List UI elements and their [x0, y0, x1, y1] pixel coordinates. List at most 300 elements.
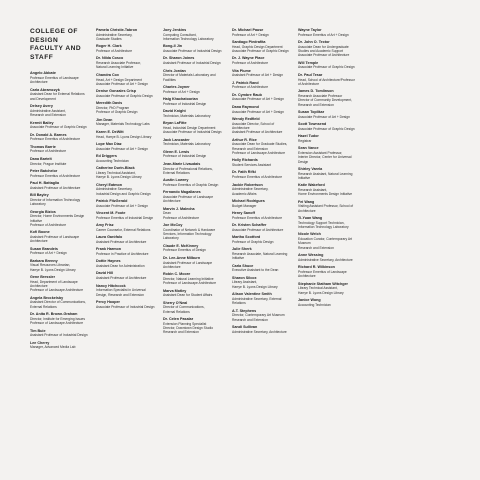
person-role: Head, Department of Landscape Architecture Professor of Landscape Architecture: [30, 279, 84, 293]
person-role: Research Assistant, Home Environments Design Initiative: [298, 188, 353, 197]
person-role: Visual Resources Librarian, Harrye B. Lyons Design Library: [30, 263, 76, 272]
person-role: Computing Consultant, Information Technology Laboratory: [163, 32, 214, 41]
directory-entry: [96, 259, 157, 268]
directory-entry: [163, 138, 226, 147]
person-name: James D. Tomlinson: [298, 89, 334, 94]
column-2: [96, 28, 157, 474]
directory-entry: [232, 211, 292, 220]
person-name: Robin C. Moore: [163, 272, 191, 277]
person-role: Director of Materials Laboratory and Facilities: [163, 73, 216, 82]
directory-entry: [298, 61, 361, 70]
person-role: Associate Director, School of Architecture Assistant Professor of Architecture: [232, 121, 283, 135]
person-role: Registrar: [298, 138, 312, 143]
person-role: Professor Emeritus of Architecture: [30, 137, 81, 142]
person-role: Assistant Professor of Architecture: [96, 239, 147, 244]
person-name: Dr. John O. Tector: [298, 40, 330, 45]
person-role: Assistant Dean for External Relations and Development: [30, 92, 85, 101]
person-role: Professor Emeritus of Graphic Design: [163, 182, 219, 187]
person-name: Jack Lancaster: [163, 137, 190, 142]
directory-entry: [30, 230, 90, 243]
person-role: Professor of Architecture: [96, 49, 133, 54]
directory-entry: [30, 71, 90, 84]
person-name: J. Patrick Rand: [232, 80, 259, 85]
person-name: Charles Joyner: [163, 84, 190, 89]
person-name: Kofi Boone: [30, 230, 50, 235]
directory-entry: [30, 247, 90, 256]
directory-entry: [96, 166, 157, 179]
directory-entry: [96, 271, 157, 280]
person-name: Martha Scotford: [232, 235, 261, 240]
person-role: Professor Emeritus of Architecture: [232, 215, 283, 220]
column-4: [232, 28, 292, 474]
person-role: Administrative Assistant, Research and Extension: [30, 108, 66, 118]
person-role: Assistant Director of Communications, External Relations: [30, 300, 86, 309]
directory-entry: [232, 69, 292, 78]
person-role: Administrative Secretary, Academic Affairs: [232, 187, 269, 196]
person-role: Associate Professor of Art + Design: [298, 114, 350, 119]
person-name: Sharon Silcox: [232, 275, 257, 280]
directory-entry: [30, 157, 90, 166]
person-role: Head, Harrye B. Lyons Design Library: [96, 134, 152, 139]
person-name: Janice Wong: [298, 298, 321, 303]
directory-entry: [298, 183, 361, 196]
person-role: Library Technical Assistant, Harrye B. Lyons Design Library: [298, 286, 344, 295]
person-role: Assistant Professor of Industrial Design: [30, 333, 88, 338]
person-name: Wendy Redfield: [232, 116, 260, 121]
person-role: Executive Assistant to the Dean: [232, 268, 279, 273]
column-entries: [232, 28, 292, 334]
person-role: Director, Prague Institute: [30, 161, 67, 166]
directory-entry: [30, 312, 90, 325]
person-name: Dr. Lee-Anne Milburn: [163, 255, 201, 260]
directory-entry: [232, 309, 292, 322]
directory-entry: [163, 190, 226, 203]
directory-entry: [96, 56, 157, 69]
person-role: Professor of Art + Design: [232, 32, 269, 37]
person-role: Professor in Practice of Architecture: [96, 251, 149, 256]
directory-entry: [232, 325, 292, 334]
directory-entry: [30, 104, 90, 117]
person-role: Technician, Materials Laboratory: [163, 113, 211, 118]
directory-entry: [163, 97, 226, 106]
person-name: Dr. Paul Tesar: [298, 72, 323, 77]
person-role: Associate Professor of Art + Design: [96, 146, 148, 151]
person-role: Professor of Art + Design: [30, 251, 67, 256]
column-1: [30, 28, 90, 474]
directory-entry: [232, 183, 292, 196]
person-role: Associate Professor of Graphic Design: [30, 125, 87, 130]
person-name: Arthur R. Rice: [232, 137, 257, 142]
person-role: Associate Dean for Graduate Studies, Research and Extension Professor of Landscape Architecture: [232, 142, 288, 155]
directory-entry: [163, 289, 226, 298]
person-name: Angela Brockelsby: [30, 295, 64, 300]
person-name: Wayne Taylor: [298, 28, 322, 32]
directory-entry: [30, 88, 90, 101]
person-name: Cheryl Eatmon: [96, 182, 123, 187]
person-name: Paul H. Battaglia: [30, 181, 60, 186]
person-name: Joey Jenkins: [163, 28, 187, 32]
person-name: Meredith Davis: [96, 101, 123, 106]
person-role: Assistant Professor of Landscape Architecture: [30, 234, 80, 244]
person-role: Research Assistant, Natural Learning Initiative: [298, 171, 353, 180]
directory-entry: [163, 56, 226, 65]
person-name: Dr. Sharon Joines: [163, 56, 195, 61]
person-role: Technology Support Technician, Information Technology Laboratory: [298, 220, 349, 230]
person-name: Glenn E. Lewis: [163, 149, 190, 154]
person-role: Technician, Materials Laboratory: [163, 142, 211, 147]
person-role: Professor of Art + Design: [163, 89, 200, 94]
person-name: Frank Harmon: [96, 247, 121, 252]
person-name: Sean Vance: [298, 146, 319, 151]
person-name: Barbara Brenny: [30, 258, 58, 263]
person-role: Professor of Architecture: [232, 85, 269, 90]
person-role: Research Associate Professor, Natural Learning Initiative: [96, 61, 141, 70]
directory-entry: [96, 142, 157, 151]
person-role: Director of Professional Relations, External Relations: [163, 166, 213, 175]
person-name: Gene Bressler: [30, 275, 56, 280]
person-name: Chris Jordan: [163, 68, 186, 73]
person-role: Manager, Materials Technology Labs: [96, 122, 150, 127]
directory-entry: [96, 154, 157, 163]
person-role: Director, Contemporary Art Museum Research and Extension: [232, 313, 285, 322]
person-role: Assistant Professor of Architecture: [96, 276, 147, 281]
directory-entry: [298, 122, 361, 131]
person-name: Pamela Christie-Tabron: [96, 28, 138, 32]
column-5: [298, 28, 361, 474]
directory-entry: [96, 130, 157, 139]
directory-entry: [232, 56, 292, 65]
person-name: Joe McCoy: [163, 223, 183, 228]
directory-entry: [30, 275, 90, 293]
person-name: Karen E. DeWitt: [96, 129, 124, 134]
directory-entry: [96, 211, 157, 220]
person-role: Professor of Architecture: [232, 61, 269, 66]
person-name: Dr. J. Wayne Place: [232, 56, 265, 61]
person-role: Library Assistant, Harrye B. Lyons Design Library: [232, 280, 278, 289]
person-name: Roger H. Clark: [96, 44, 122, 49]
directory-entry: [163, 69, 226, 82]
person-name: Catherine Durin-Black: [96, 166, 135, 171]
page-title: COLLEGE OF DESIGN FACULTY AND STAFF: [30, 28, 82, 61]
directory-entry: [30, 181, 90, 190]
person-name: Julie Sherk: [232, 247, 252, 252]
directory-entry: [298, 253, 361, 262]
person-role: Coordinator of Network & Hardware Services, Information Technology Laboratory: [163, 227, 216, 241]
directory-entry: [298, 89, 361, 107]
directory-entry: [96, 284, 157, 297]
person-role: Information Specialist in Universal Design, Research and Extension: [96, 288, 146, 297]
person-role: Extension Planning Specialist Director, Downtown Design Studio Research and Extension: [163, 321, 214, 335]
directory-entry: [232, 81, 292, 90]
directory-entry: [298, 146, 361, 164]
person-name: Stephanie Statham Witchger: [298, 281, 348, 286]
directory-entry: [96, 28, 157, 41]
column-entries: [298, 28, 361, 307]
person-name: Nicole Welch: [298, 232, 321, 237]
person-name: Ti-Yuan Wang: [298, 216, 323, 221]
directory-entry: [163, 272, 226, 285]
directory-entry: [298, 134, 361, 143]
person-name: Jean-Marie Livaudais: [163, 161, 201, 166]
directory-entry: [232, 223, 292, 232]
person-role: Head, Art + Design Department Associate Professor of Art + Design: [96, 77, 148, 86]
person-role: Administrative Secretary, Graduate Studies: [96, 32, 133, 41]
person-role: Student Services Assistant: [232, 163, 272, 168]
person-role: Professor of Industrial Design: [163, 154, 207, 159]
person-role: Research Associate Professor Director of Community Development, Research and Extension: [298, 93, 353, 107]
directory-entry: [96, 300, 157, 309]
person-name: Holly Richards: [232, 158, 258, 163]
person-role: Library Technical Assistant, Harrye B. Lyons Design Library: [96, 170, 142, 180]
directory-entry: [232, 247, 292, 260]
person-name: Laura Garófalo: [96, 235, 123, 240]
directory-entry: [96, 199, 157, 208]
person-role: Education Curator, Contemporary Art Museum Research and Extension: [298, 237, 353, 250]
person-name: Fei Wang: [298, 199, 315, 204]
directory-entry: [163, 207, 226, 220]
person-name: Kermit Bailey: [30, 120, 54, 125]
person-name: Percy Hooper: [96, 299, 120, 304]
directory-entry: [163, 223, 226, 241]
person-name: Amy Frisz: [96, 223, 114, 228]
column-entries: [30, 71, 90, 349]
directory-entry: [298, 110, 361, 119]
person-name: Austin Lowrey: [163, 178, 189, 183]
person-name: Nancy Hitchcock: [96, 283, 126, 288]
person-name: Claude E. McKinney: [163, 243, 199, 248]
person-name: Jackie Robertson: [232, 182, 263, 187]
person-role: Assistant Professor of Industrial Design: [163, 61, 221, 66]
person-role: Head, Industrial Design Department Associate Professor of Industrial Design: [163, 125, 222, 135]
person-name: Denise Gonzales Crisp: [96, 89, 136, 94]
directory-entry: [163, 28, 226, 41]
person-role: Associate Professor of Landscape Architecture: [163, 195, 214, 204]
person-role: Administrative Secretary, Architecture: [298, 257, 353, 262]
directory-entry: [96, 118, 157, 127]
directory-entry: [30, 329, 90, 338]
person-role: Assistant Dean for Administration: [96, 264, 145, 269]
person-role: Administrative Secretary, Industrial Design and Graphic Design: [96, 187, 151, 196]
directory-entry: [232, 276, 292, 289]
person-name: Dana Bartelt: [30, 156, 52, 161]
directory-entry: [96, 235, 157, 244]
person-name: Santiago Piedrafita: [232, 40, 266, 45]
person-role: Director, Home Environments Design Initiative Professor of Architecture: [30, 214, 85, 227]
directory-entry: [30, 259, 90, 272]
person-role: Head, School of Architecture/Professor of Architecture: [298, 77, 355, 86]
person-role: Administrative Secretary, Architecture: [232, 329, 287, 334]
person-role: Director, PhD Program Professor of Graphic Design: [96, 106, 138, 115]
person-role: Professor Emeritus of Design: [163, 248, 206, 253]
person-name: Jim Dean: [96, 117, 113, 122]
person-role: Extension Assistant Professor, Interim Director, Center for Universal Design: [298, 150, 352, 164]
person-role: Professor of Industrial Design: [163, 101, 207, 106]
directory-entry: [30, 296, 90, 309]
person-role: Professor of Architecture: [30, 149, 67, 154]
directory-entry: [298, 200, 361, 213]
person-name: Vita Plume: [232, 68, 251, 73]
person-role: Career Counselor, External Relations: [96, 227, 151, 232]
person-name: Dr. Cymbre Raub: [232, 92, 262, 97]
person-role: Associate Professor of Industrial Design: [163, 49, 222, 54]
person-role: Associate Professor of Industrial Design: [96, 304, 155, 309]
person-role: Assistant Professor of Architecture: [30, 185, 81, 190]
person-name: Dr. Nilda Cosco: [96, 56, 124, 61]
person-name: Sherry O'Neal: [163, 300, 188, 305]
directory-entry: [163, 178, 226, 187]
person-name: Marvin J. Malecha: [163, 206, 195, 211]
person-name: Lee Cherry: [30, 340, 50, 345]
directory-entry: [163, 301, 226, 314]
person-name: Georgia Bizios: [30, 209, 56, 214]
person-name: Susan Toplikar: [298, 109, 325, 114]
person-role: Director of Communications, External Relations: [163, 305, 205, 314]
directory-entry: [30, 341, 90, 350]
directory-entry: [298, 265, 361, 278]
person-name: Susan Brandeis: [30, 246, 58, 251]
person-role: Accounting Technician: [96, 158, 129, 163]
directory-entry: [96, 247, 157, 256]
person-name: Peter Batchelor: [30, 168, 58, 173]
person-name: Dr. Michael Pause: [232, 28, 264, 32]
directory-entry: [96, 89, 157, 98]
person-role: Professor Emeritus of Industrial Design: [96, 215, 154, 220]
directory-entry: [298, 232, 361, 250]
directory-entry: [96, 73, 157, 86]
directory-entry: [232, 138, 292, 156]
column-entries: [96, 28, 157, 309]
person-role: Visiting Assistant Professor, School of Architecture: [298, 204, 354, 213]
directory-entry: [232, 28, 292, 37]
directory-entry: [96, 101, 157, 114]
person-role: Research Associate, Natural Learning Initiative: [232, 251, 288, 261]
directory-entry: [232, 264, 292, 273]
person-name: Dr. Fatih Rifki: [232, 170, 256, 175]
directory-entry: [232, 235, 292, 244]
directory-entry: [96, 223, 157, 232]
directory-entry: [163, 44, 226, 53]
directory-entry: [298, 28, 361, 37]
person-role: Professor Emeritus of Art + Design: [298, 32, 349, 37]
person-name: Marva Motley: [163, 288, 187, 293]
person-role: Manager, Advanced Media Lab: [30, 345, 76, 350]
directory-entry: [232, 158, 292, 167]
person-role: Administrative Secretary, External Relations: [232, 296, 282, 306]
person-name: Vincent M. Foote: [96, 211, 126, 215]
person-name: Dottie Haynes: [96, 259, 121, 264]
person-role: Professor Emeritus of Landscape Architecture: [30, 76, 79, 85]
person-role: Assistant Professor of Landscape Architecture: [163, 260, 213, 269]
directory-entry: [30, 210, 90, 228]
person-role: Associate Professor of Art + Design: [232, 109, 284, 114]
directory-entry: [96, 183, 157, 196]
person-name: Carla Abramczyk: [30, 87, 60, 92]
directory-entry: [232, 93, 292, 102]
directory-entry: [232, 199, 292, 208]
person-role: Director, Natural Learning Initiative Professor of Landscape Architecture: [163, 276, 217, 286]
directory-entry: [163, 162, 226, 175]
person-role: Associate Dean for Undergraduate Studies and Academic Support Associate Professor of Architecture: [298, 44, 350, 58]
person-name: Bong-Il Jin: [163, 44, 183, 49]
person-name: Bill Bayley: [30, 193, 49, 198]
directory-entry: [298, 298, 361, 307]
directory-entry: [232, 40, 292, 53]
person-role: Professor of Graphic Design: [232, 239, 274, 244]
person-name: Hazel Tudor: [298, 134, 319, 139]
directory-entry: [232, 105, 292, 114]
directory-entry: [163, 121, 226, 134]
person-name: David Hill: [96, 271, 113, 276]
person-role: Associate Professor of Architecture: [232, 227, 284, 232]
person-role: Director, Institute for Emerging Issues Professor of Landscape Architecture: [30, 316, 85, 326]
person-role: Professor Emeritus of Landscape Architecture: [298, 269, 347, 279]
person-name: Shirley Varela: [298, 166, 323, 171]
person-name: Delsey Avery: [30, 104, 53, 109]
person-name: Thomas Barrie: [30, 144, 56, 149]
person-role: Associate Professor of Graphic Design: [96, 93, 153, 98]
directory-entry: [298, 40, 361, 58]
directory-entry: [163, 317, 226, 335]
person-role: Head, Graphic Design Department Associate Professor of Graphic Design: [232, 44, 289, 54]
person-name: Dana Raymond: [232, 104, 259, 109]
person-name: Will Temple: [298, 60, 319, 65]
person-name: Henry Sanoff: [232, 211, 255, 215]
directory-entry: [30, 133, 90, 142]
person-role: Director of Information Technology Laboratory: [30, 197, 81, 207]
person-role: Professor Emeritus of Architecture: [232, 175, 283, 180]
directory-entry: [232, 292, 292, 305]
person-role: Associate Professor of Art + Design: [232, 97, 284, 102]
person-name: Dr. Anita R. Brown-Graham: [30, 312, 78, 317]
directory-entry: [163, 109, 226, 118]
person-role: Dean Professor of Architecture: [163, 211, 200, 220]
person-name: Lope Max Díaz: [96, 141, 122, 146]
directory-entry: [232, 117, 292, 135]
directory-entry: [163, 244, 226, 253]
person-name: Scott Townsend: [298, 122, 327, 127]
person-role: Assistant Professor of Art + Design: [232, 73, 284, 78]
directory-entry: [163, 150, 226, 159]
directory-entry: [298, 282, 361, 295]
person-name: Dr. Donald A. Barnes: [30, 132, 67, 137]
directory-entry: [298, 73, 361, 86]
person-role: Associate Professor of Art + Design: [96, 203, 148, 208]
person-name: Dr. Celen Pasalar: [163, 317, 194, 322]
person-name: Sandi Sullivan: [232, 324, 258, 329]
person-role: Professor Emeritus of Architecture: [30, 173, 81, 178]
person-name: Chandra Cox: [96, 72, 119, 77]
column-entries: [163, 28, 226, 335]
person-name: Tim Buie: [30, 328, 46, 333]
person-name: Fernando Magallanes: [163, 190, 201, 195]
person-role: Budget Manager: [232, 203, 257, 208]
person-name: Dr. Kristen Schaffer: [232, 223, 267, 228]
person-name: Bryan LaFitte: [163, 121, 187, 126]
person-name: Carla Shuce: [232, 263, 254, 268]
person-name: Katie Wakeford: [298, 183, 325, 188]
directory-entry: [30, 169, 90, 178]
directory-entry: [30, 145, 90, 154]
person-name: Patrick FitzGerald: [96, 198, 128, 203]
directory-entry: [163, 256, 226, 269]
person-name: Ed Driggers: [96, 154, 117, 159]
person-name: David Knight: [163, 109, 186, 114]
person-name: Haig Khachatoorian: [163, 97, 198, 102]
column-3: [163, 28, 226, 474]
person-name: Anne Wessing: [298, 253, 324, 258]
directory-entry: [96, 44, 157, 53]
person-role: Assistant Dean for Student Affairs: [163, 293, 213, 298]
